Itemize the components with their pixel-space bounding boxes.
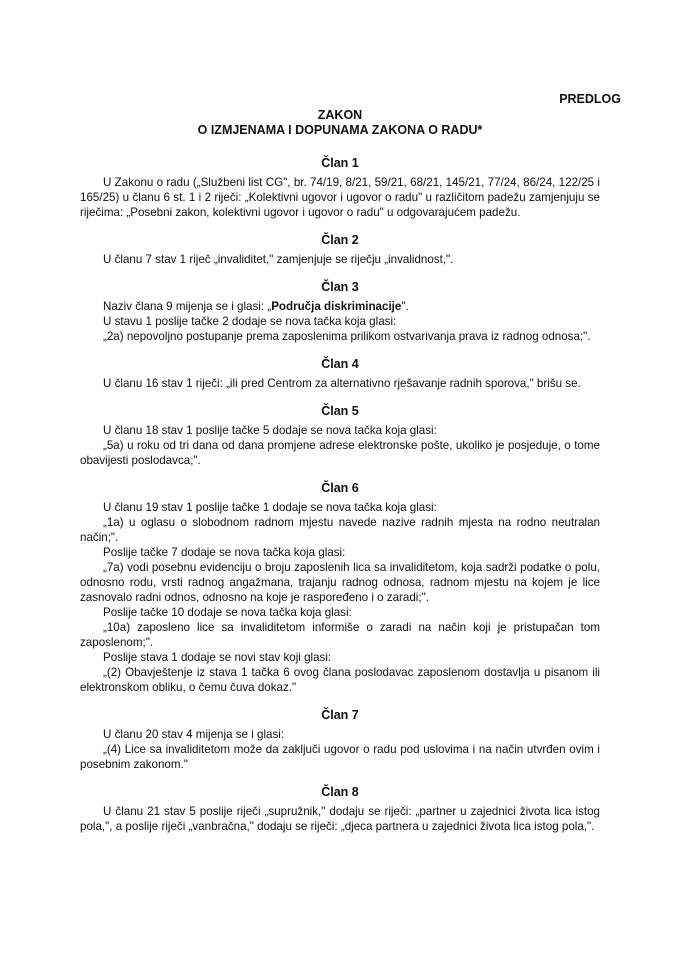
article-paragraph: „10a) zaposleno lice sa invaliditetom informiše o zaradi na način koji je pristupačan tom zaposlenom;". [80, 621, 600, 649]
article-paragraph: „2a) nepovoljno postupanje prema zaposlenima prilikom ostvarivanja prava iz radnog odnosa;". [103, 330, 591, 343]
article-5 [80, 404, 600, 468]
article-heading: Član 8 [321, 785, 359, 799]
article-heading: Član 2 [321, 233, 359, 247]
article-heading: Član 3 [321, 280, 359, 294]
article-paragraph: „(2) Obavještenje iz stava 1 tačka 6 ovog člana poslodavac zaposlenom dostavlja u pisanom ili elektronskom obliku, o čemu čuva dokaz." [80, 666, 600, 694]
article-paragraph: U članu 20 stav 4 mijenja se i glasi: [103, 728, 285, 741]
article-heading: Član 6 [321, 481, 359, 495]
article-paragraph: „7a) vodi posebnu evidenciju o broju zaposlenih lica sa invaliditetom, koja sadrži podatke o polu, odnosno rodu, vrsti radnog angažmana, trajanju radnog odnosa, radnom mjestu na kojem je lice zasnovalo radni odnos, odnosno na koje je raspoređeno i o zaradi;". [80, 561, 600, 604]
article-paragraph: Poslije tačke 7 dodaje se nova tačka koja glasi: [103, 546, 346, 559]
law-title-line-1: ZAKON [317, 108, 363, 122]
article-3 [80, 280, 600, 344]
article-heading: Član 4 [321, 357, 359, 371]
article-paragraph: „5a) u roku od tri dana od dana promjene adrese elektronske pošte, ukoliko je posjeduje, o tome obavijesti poslodavca;". [80, 439, 600, 467]
articles [80, 156, 600, 834]
article-paragraph: U stavu 1 poslije tačke 2 dodaje se nova tačka koja glasi: [103, 315, 397, 328]
bold-article-title: Područja diskriminacije [271, 300, 402, 313]
article-paragraph: U članu 16 stav 1 riječi: „ili pred Centrom za alternativno rješavanje radnih sporova," brišu se. [103, 377, 581, 390]
article-2 [80, 233, 600, 267]
article-paragraph: U članu 21 stav 5 poslije riječi „supružnik," dodaju se riječi: „partner u zajednici života lica istog pola,", a poslije riječi „vanbračna," dodaju se riječi: „djeca partnera u zajednici života lica istog pola,". [80, 805, 600, 833]
text-run: ". [401, 300, 409, 313]
article-heading: Član 5 [321, 404, 359, 418]
article-7 [80, 708, 600, 772]
article-paragraph: Poslije tačke 10 dodaje se nova tačka koja glasi: [103, 606, 352, 619]
article-8 [80, 785, 600, 834]
law-title-line-2: O IZMJENAMA I DOPUNAMA ZAKONA O RADU* [197, 123, 483, 137]
article-paragraph: Poslije stava 1 dodaje se novi stav koji glasi: [103, 651, 332, 664]
article-paragraph: „1a) u oglasu o slobodnom radnom mjestu navede nazive radnih mjesta na rodno neutralan način;". [80, 516, 600, 544]
article-heading: Član 1 [321, 156, 359, 170]
article-paragraph: U članu 7 stav 1 riječ „invaliditet," zamjenjuje se riječju „invalidnost,". [103, 253, 454, 266]
article-paragraph: U Zakonu o radu („Službeni list CG", br. 74/19, 8/21, 59/21, 68/21, 145/21, 77/24, 86/24, 122/25 i 165/25) u članu 6 st. 1 i 2 riječi: „Kolektivni ugovor i ugovor o radu" u različitom padežu zamjenjuju se riječima: „Posebni zakon, kolektivni ugovor i ugovor o radu" u odgovarajućem padežu. [80, 176, 600, 219]
article-heading: Član 7 [321, 708, 359, 722]
law-title [80, 108, 600, 138]
article-4 [80, 357, 600, 391]
article-paragraph: „(4) Lice sa invaliditetom može da zaključi ugovor o radu pod uslovima i na način utvrđen ovim i posebnim zakonom." [80, 743, 600, 771]
article-paragraph: U članu 18 stav 1 poslije tačke 5 dodaje se nova tačka koja glasi: [103, 424, 437, 437]
article-1 [80, 156, 600, 220]
article-paragraph: U članu 19 stav 1 poslije tačke 1 dodaje se nova tačka koja glasi: [103, 501, 437, 514]
predlog-label: PREDLOG [559, 92, 621, 106]
article-6 [80, 481, 600, 695]
text-run: Naziv člana 9 mijenja se i glasi: „ [103, 300, 272, 313]
article-paragraph [80, 299, 600, 314]
